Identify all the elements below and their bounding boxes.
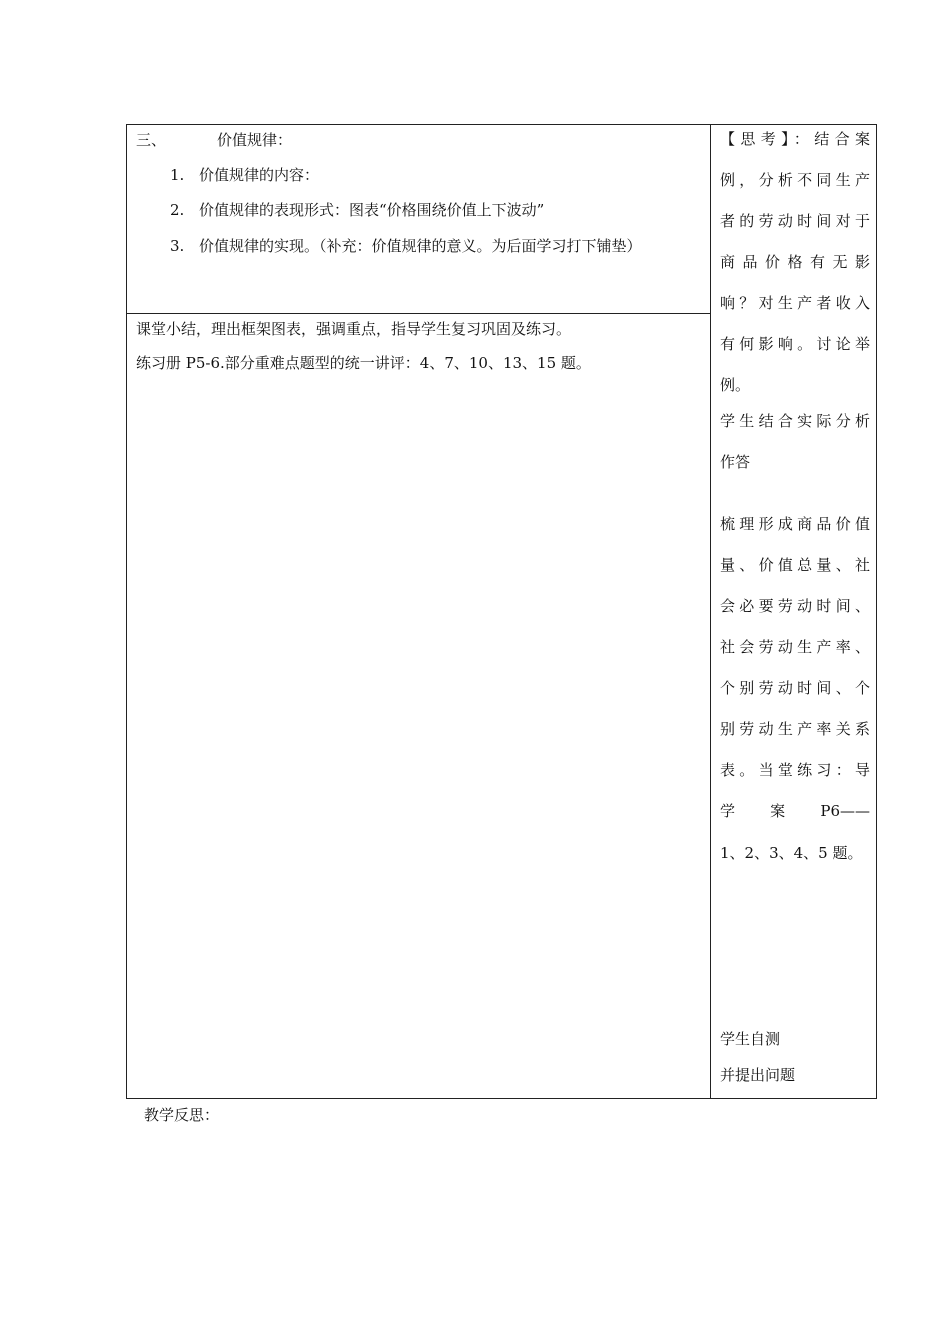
side-think-line: 【思考】：结合案 bbox=[720, 130, 870, 148]
side-think-line: 例。 bbox=[720, 376, 751, 394]
teaching-reflection-label: 教学反思： bbox=[144, 1106, 220, 1124]
side-think-line: 者的劳动时间对于 bbox=[720, 212, 870, 230]
side-organize-line: 梳理形成商品价值 bbox=[720, 515, 870, 533]
lesson-table bbox=[126, 124, 877, 1099]
section-number: 三、 bbox=[136, 131, 167, 149]
side-organize-line: 别劳动生产率关系 bbox=[720, 720, 870, 738]
item-number: 3. bbox=[170, 237, 185, 255]
side-answer-line: 作答 bbox=[720, 453, 751, 471]
item-text: 价值规律的表现形式：图表“价格围绕价值上下波动” bbox=[199, 201, 545, 219]
side-organize-line: 个别劳动时间、个 bbox=[720, 679, 870, 697]
item-number: 1. bbox=[170, 166, 185, 184]
column-divider bbox=[710, 125, 711, 1098]
item-text: 价值规律的内容： bbox=[199, 166, 320, 184]
side-organize-line: 表。当堂练习：导 bbox=[720, 761, 870, 779]
item-text: 价值规律的实现。（补充：价值规律的意义。为后面学习打下铺垫） bbox=[199, 237, 642, 255]
side-think-line: 商品价格有无影 bbox=[720, 253, 870, 271]
side-think-line: 响？对生产者收入 bbox=[720, 294, 870, 312]
side-think-line: 有何影响。讨论举 bbox=[720, 335, 870, 353]
side-organize-line: 学 案 P6—— bbox=[720, 802, 870, 820]
item-number: 2. bbox=[170, 201, 185, 219]
section-title: 价值规律： bbox=[217, 131, 293, 149]
side-organize-line: 会必要劳动时间、 bbox=[720, 597, 870, 615]
summary-line: 练习册 P5-6.部分重难点题型的统一讲评：4、7、10、13、15 题。 bbox=[136, 354, 591, 372]
summary-line: 课堂小结，理出框架图表，强调重点，指导学生复习巩固及练习。 bbox=[136, 320, 572, 338]
side-selftest-line: 并提出问题 bbox=[720, 1066, 796, 1084]
side-organize-line: 1、2、3、4、5 题。 bbox=[720, 844, 863, 862]
side-think-line: 例，分析不同生产 bbox=[720, 171, 870, 189]
side-organize-line: 量、价值总量、社 bbox=[720, 556, 870, 574]
side-organize-line: 社会劳动生产率、 bbox=[720, 638, 870, 656]
side-selftest-line: 学生自测 bbox=[720, 1030, 781, 1048]
row-divider bbox=[127, 313, 711, 314]
side-answer-line: 学生结合实际分析 bbox=[720, 412, 870, 430]
